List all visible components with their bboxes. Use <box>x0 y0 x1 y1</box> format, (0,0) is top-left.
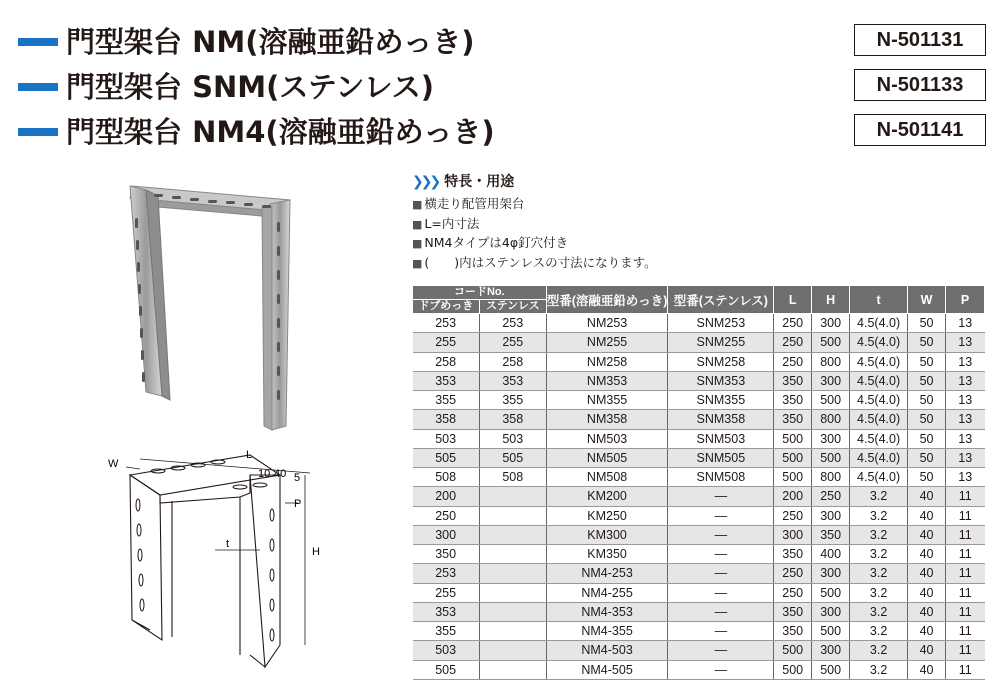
table-cell: 505 <box>479 448 546 467</box>
table-cell: 4.5(4.0) <box>850 448 908 467</box>
table-cell: 508 <box>479 468 546 487</box>
table-cell: 250 <box>413 506 480 525</box>
dim-label-h: H <box>312 546 320 558</box>
table-cell: 11 <box>946 564 985 583</box>
table-cell: 40 <box>908 545 946 564</box>
table-cell: 500 <box>812 622 850 641</box>
table-cell: 353 <box>413 602 480 621</box>
table-cell: 4.5(4.0) <box>850 314 908 333</box>
table-cell: 253 <box>479 314 546 333</box>
table-cell: 355 <box>479 391 546 410</box>
table-cell: 258 <box>479 352 546 371</box>
col-header-w: W <box>908 286 946 314</box>
table-cell: 11 <box>946 525 985 544</box>
features-title: 特長・用途 <box>444 174 515 190</box>
table-cell: 3.2 <box>850 545 908 564</box>
table-cell: 3.2 <box>850 583 908 602</box>
bullet-square-icon: ■ <box>412 198 423 211</box>
table-cell: NM503 <box>546 429 668 448</box>
table-cell: 500 <box>774 641 812 660</box>
col-header-code-hdg: ドブめっき <box>413 300 480 314</box>
product-code-box: N-501141 <box>854 114 986 146</box>
table-cell: 350 <box>413 545 480 564</box>
col-header-p: P <box>946 286 985 314</box>
table-cell: 300 <box>812 602 850 621</box>
table-row <box>413 468 985 487</box>
table-cell: 13 <box>946 314 985 333</box>
table-cell: 500 <box>812 583 850 602</box>
table-cell <box>479 660 546 679</box>
table-cell <box>479 583 546 602</box>
col-header-code-sus: ステンレス <box>479 300 546 314</box>
header-nm <box>0 18 1000 62</box>
table-cell: SNM505 <box>668 448 774 467</box>
table-row <box>413 352 985 371</box>
table-cell: NM4-353 <box>546 602 668 621</box>
table-cell: 500 <box>774 468 812 487</box>
table-row <box>413 545 985 564</box>
table-row <box>413 391 985 410</box>
table-cell: — <box>668 602 774 621</box>
table-cell: SNM353 <box>668 371 774 390</box>
table-cell: 11 <box>946 641 985 660</box>
product-photo <box>110 178 310 438</box>
table-row <box>413 410 985 429</box>
table-cell: 500 <box>812 391 850 410</box>
dim-label-10: 10 <box>258 468 271 480</box>
dim-label-40: 40 <box>274 468 287 480</box>
table-cell: — <box>668 622 774 641</box>
table-row <box>413 314 985 333</box>
table-cell: 11 <box>946 506 985 525</box>
table-cell: 800 <box>812 468 850 487</box>
table-cell: 11 <box>946 622 985 641</box>
table-cell: 50 <box>908 448 946 467</box>
table-cell: 500 <box>812 660 850 679</box>
col-header-l: L <box>774 286 812 314</box>
table-cell: KM250 <box>546 506 668 525</box>
col-header-model-hdg: 型番(溶融亜鉛めっき) <box>546 286 668 314</box>
table-cell: — <box>668 487 774 506</box>
features-list <box>412 194 992 272</box>
table-cell: 500 <box>774 429 812 448</box>
table-cell: 4.5(4.0) <box>850 468 908 487</box>
table-cell: 300 <box>812 429 850 448</box>
table-cell: 13 <box>946 429 985 448</box>
dim-label-l: L <box>246 449 253 461</box>
table-cell <box>479 602 546 621</box>
table-row <box>413 333 985 352</box>
table-cell: SNM253 <box>668 314 774 333</box>
table-cell: 40 <box>908 602 946 621</box>
table-cell: NM4-503 <box>546 641 668 660</box>
table-cell: 11 <box>946 602 985 621</box>
table-cell: 503 <box>413 429 480 448</box>
table-cell: 300 <box>774 525 812 544</box>
table-cell: 503 <box>413 641 480 660</box>
table-cell: 800 <box>812 410 850 429</box>
feature-item <box>412 233 992 253</box>
table-cell: NM4-505 <box>546 660 668 679</box>
bullet-square-icon: ■ <box>412 256 423 270</box>
table-cell: NM505 <box>546 448 668 467</box>
col-header-t: t <box>850 286 908 314</box>
header-title: 門型架台 NM(溶融亜鉛めっき) <box>66 25 475 59</box>
table-cell: 4.5(4.0) <box>850 429 908 448</box>
table-cell: 350 <box>774 602 812 621</box>
table-cell: 50 <box>908 333 946 352</box>
bullet-square-icon: ■ <box>412 237 423 250</box>
feature-text: NM4タイプは4φ釘穴付き <box>424 235 569 250</box>
table-cell: 300 <box>812 641 850 660</box>
table-cell: 40 <box>908 641 946 660</box>
table-row <box>413 641 985 660</box>
table-cell: 11 <box>946 660 985 679</box>
dim-label-w: W <box>108 458 119 470</box>
table-row <box>413 371 985 390</box>
features-heading <box>412 170 992 194</box>
dim-label-p: P <box>294 498 302 510</box>
table-row <box>413 487 985 506</box>
table-cell: 250 <box>774 564 812 583</box>
table-cell: NM4-355 <box>546 622 668 641</box>
feature-text: L=内寸法 <box>424 215 480 231</box>
table-cell: — <box>668 641 774 660</box>
product-code-box: N-501133 <box>854 69 986 101</box>
table-cell: 40 <box>908 506 946 525</box>
table-cell: 13 <box>946 333 985 352</box>
table-cell: 40 <box>908 564 946 583</box>
table-cell: NM4-253 <box>546 564 668 583</box>
table-cell: 350 <box>774 391 812 410</box>
table-cell: 250 <box>774 333 812 352</box>
table-cell: 3.2 <box>850 602 908 621</box>
table-cell: 400 <box>812 545 850 564</box>
table-cell: 50 <box>908 429 946 448</box>
feature-item <box>412 194 992 214</box>
header-snm <box>0 63 1000 107</box>
table-cell <box>479 622 546 641</box>
table-cell: 40 <box>908 487 946 506</box>
table-cell: 505 <box>413 660 480 679</box>
table-cell: NM255 <box>546 333 668 352</box>
table-cell: 4.5(4.0) <box>850 333 908 352</box>
table-cell: 50 <box>908 314 946 333</box>
table-cell: 500 <box>812 333 850 352</box>
table-cell: 355 <box>413 622 480 641</box>
table-cell: KM300 <box>546 525 668 544</box>
table-cell: 350 <box>812 525 850 544</box>
table-cell: 503 <box>479 429 546 448</box>
table-cell: 300 <box>812 564 850 583</box>
code-group-header: コードNo. <box>413 286 547 300</box>
table-cell: SNM358 <box>668 410 774 429</box>
table-cell: 250 <box>774 314 812 333</box>
table-cell: 40 <box>908 525 946 544</box>
table-cell: 50 <box>908 371 946 390</box>
table-cell: NM353 <box>546 371 668 390</box>
table-row <box>413 448 985 467</box>
table-cell: 250 <box>812 487 850 506</box>
table-cell: 300 <box>812 506 850 525</box>
product-code-box: N-501131 <box>854 24 986 56</box>
feature-text: 横走り配管用架台 <box>424 196 525 211</box>
table-cell: 500 <box>774 660 812 679</box>
table-cell: SNM503 <box>668 429 774 448</box>
table-cell: 250 <box>774 583 812 602</box>
spec-table <box>412 285 985 680</box>
table-cell: 3.2 <box>850 487 908 506</box>
table-cell: NM253 <box>546 314 668 333</box>
table-cell: 250 <box>774 352 812 371</box>
col-header-h: H <box>812 286 850 314</box>
table-row <box>413 660 985 679</box>
dim-label-t: t <box>226 538 230 550</box>
table-cell: 50 <box>908 468 946 487</box>
table-cell: NM258 <box>546 352 668 371</box>
table-cell: 250 <box>774 506 812 525</box>
table-cell: 3.2 <box>850 641 908 660</box>
table-cell: 350 <box>774 410 812 429</box>
table-cell: — <box>668 545 774 564</box>
table-row <box>413 525 985 544</box>
table-cell <box>479 506 546 525</box>
table-cell: 358 <box>413 410 480 429</box>
table-cell: 508 <box>413 468 480 487</box>
table-cell: SNM258 <box>668 352 774 371</box>
table-cell <box>479 487 546 506</box>
dim-label-5: 5 <box>294 472 301 484</box>
header-title: 門型架台 SNM(ステンレス) <box>66 70 434 104</box>
table-cell: NM4-255 <box>546 583 668 602</box>
features-section <box>412 170 992 272</box>
table-cell: 40 <box>908 622 946 641</box>
table-row <box>413 583 985 602</box>
table-cell: 13 <box>946 371 985 390</box>
table-cell: 50 <box>908 352 946 371</box>
table-cell <box>479 564 546 583</box>
spec-table-body <box>413 314 985 680</box>
table-cell: 4.5(4.0) <box>850 391 908 410</box>
table-cell: 800 <box>812 352 850 371</box>
table-cell: 353 <box>413 371 480 390</box>
table-cell: 200 <box>774 487 812 506</box>
col-header-model-sus: 型番(ステンレス) <box>668 286 774 314</box>
table-cell: 200 <box>413 487 480 506</box>
table-cell: NM355 <box>546 391 668 410</box>
table-cell: 253 <box>413 314 480 333</box>
feature-item <box>412 253 992 273</box>
table-cell: — <box>668 564 774 583</box>
table-cell: — <box>668 583 774 602</box>
table-cell <box>479 525 546 544</box>
table-cell: KM200 <box>546 487 668 506</box>
header-title: 門型架台 NM4(溶融亜鉛めっき) <box>66 115 495 149</box>
table-cell: 3.2 <box>850 660 908 679</box>
table-cell: 255 <box>479 333 546 352</box>
header-accent-bar <box>18 83 58 91</box>
triple-chevron-icon: ❯❯❯ <box>412 174 439 190</box>
table-cell: 4.5(4.0) <box>850 410 908 429</box>
table-cell: 350 <box>774 545 812 564</box>
table-cell: 40 <box>908 660 946 679</box>
table-row <box>413 602 985 621</box>
header-accent-bar <box>18 38 58 46</box>
table-cell: NM358 <box>546 410 668 429</box>
table-cell: 355 <box>413 391 480 410</box>
table-cell: 500 <box>774 448 812 467</box>
table-cell: — <box>668 525 774 544</box>
table-cell: 350 <box>774 371 812 390</box>
table-cell: 50 <box>908 391 946 410</box>
table-cell: 350 <box>774 622 812 641</box>
table-cell: 11 <box>946 545 985 564</box>
table-cell: SNM508 <box>668 468 774 487</box>
dimension-drawing <box>100 445 340 695</box>
feature-text: ( )内はステンレスの寸法になります。 <box>424 254 657 270</box>
header-accent-bar <box>18 128 58 136</box>
table-row <box>413 564 985 583</box>
table-cell: 300 <box>413 525 480 544</box>
table-cell: 13 <box>946 448 985 467</box>
table-cell: 4.5(4.0) <box>850 371 908 390</box>
table-cell: NM508 <box>546 468 668 487</box>
table-cell: 258 <box>413 352 480 371</box>
table-cell: 3.2 <box>850 622 908 641</box>
table-cell: 4.5(4.0) <box>850 352 908 371</box>
table-cell: 358 <box>479 410 546 429</box>
header-nm4 <box>0 108 1000 152</box>
table-cell: — <box>668 506 774 525</box>
table-cell: 255 <box>413 333 480 352</box>
table-cell: 13 <box>946 468 985 487</box>
table-cell: 505 <box>413 448 480 467</box>
table-cell: — <box>668 660 774 679</box>
table-cell: SNM255 <box>668 333 774 352</box>
table-cell: 50 <box>908 410 946 429</box>
table-cell: SNM355 <box>668 391 774 410</box>
table-cell: 300 <box>812 314 850 333</box>
table-cell <box>479 641 546 660</box>
table-cell: 13 <box>946 352 985 371</box>
table-cell: 13 <box>946 410 985 429</box>
bullet-square-icon: ■ <box>412 217 423 231</box>
table-cell: 353 <box>479 371 546 390</box>
table-cell: 11 <box>946 583 985 602</box>
table-cell: 300 <box>812 371 850 390</box>
table-cell: 500 <box>812 448 850 467</box>
table-cell: 40 <box>908 583 946 602</box>
table-cell <box>479 545 546 564</box>
table-cell: 3.2 <box>850 525 908 544</box>
table-cell: 13 <box>946 391 985 410</box>
table-cell: 3.2 <box>850 506 908 525</box>
feature-item <box>412 214 992 234</box>
table-cell: 3.2 <box>850 564 908 583</box>
table-cell: 255 <box>413 583 480 602</box>
table-row <box>413 429 985 448</box>
table-cell: KM350 <box>546 545 668 564</box>
table-cell: 11 <box>946 487 985 506</box>
table-cell: 253 <box>413 564 480 583</box>
table-row <box>413 506 985 525</box>
table-row <box>413 622 985 641</box>
